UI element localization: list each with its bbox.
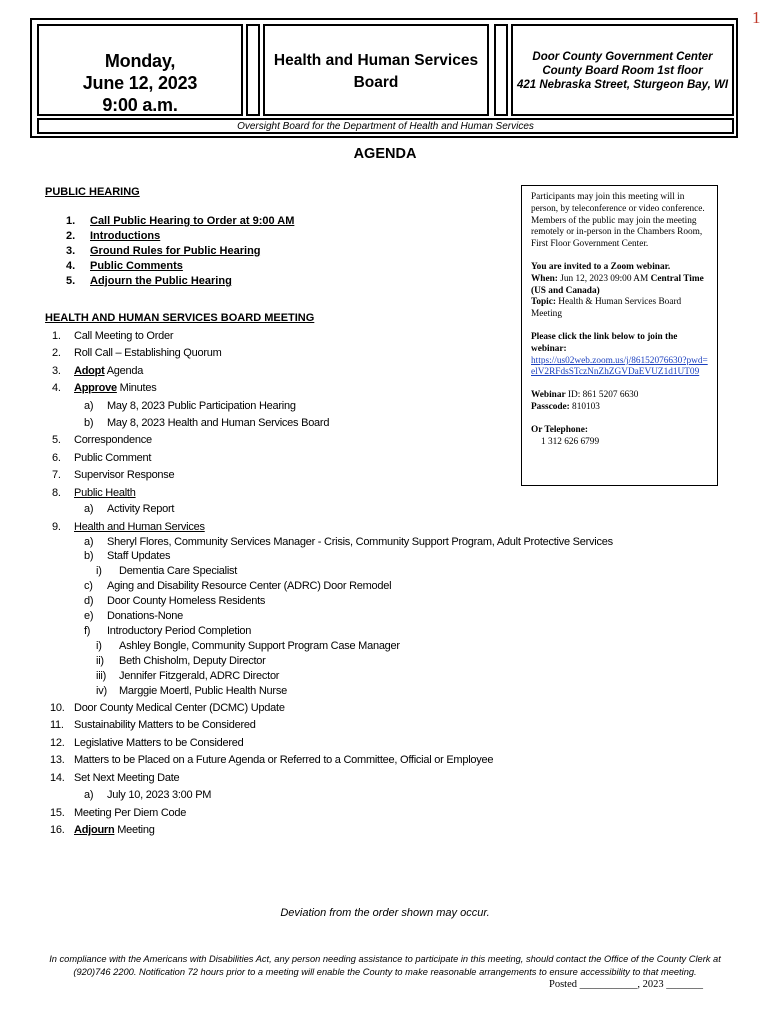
agenda-item [74,382,156,394]
agenda-item [74,365,143,377]
meeting-date-box [37,24,243,116]
agenda-item-number: 9. [52,521,61,533]
agenda-item [107,595,265,607]
page-number: 1 [752,8,761,27]
agenda-item [107,550,170,562]
agenda-item-number: a) [84,400,94,412]
agenda-item-number: 11. [50,719,64,731]
agenda-item-number: b) [84,550,94,562]
public-hearing-list [66,214,294,289]
board-title-box [263,24,489,116]
agenda-item [74,737,244,749]
agenda-item-number: 10. [50,702,65,714]
agenda-item-text: Door County Medical Center (DCMC) Update [74,702,285,714]
agenda-item-number: i) [96,565,102,577]
board-title-line2: Board [353,74,399,91]
agenda-item-text: Activity Report [107,503,175,515]
agenda-item-number: 6. [52,452,61,464]
agenda-item-text: Matters to be Placed on a Future Agenda or Referred to a Committee, Official or Employee [74,754,494,766]
agenda-item [74,772,179,784]
agenda-title: AGENDA [353,146,417,162]
agenda-item-number: 4. [52,382,61,394]
agenda-item-number: 3. [52,365,61,377]
agenda-item-number: 12. [50,737,65,749]
public-hearing-item [66,244,294,259]
link-prompt: Please click the link below to join the webinar: [531,331,678,354]
agenda-item [74,807,186,819]
telephone-number: 1 312 626 6799 [541,436,600,447]
agenda-item-text: Door County Homeless Residents [107,595,266,607]
agenda-item-text: Aging and Disability Resource Center (ADRC) Door Remodel [107,580,392,592]
agenda-item [74,452,151,464]
posted-line: Posted ___________, 2023 _______ [549,979,704,990]
agenda-item [74,434,152,446]
header-divider [494,24,508,116]
agenda-item-number: iii) [96,670,106,682]
board-title-line1: Health and Human Services [273,52,479,69]
agenda-item-text: Set Next Meeting Date [74,772,180,784]
item-number: 1. [66,215,76,227]
agenda-item-number: 14. [50,772,65,784]
meeting-access-info [521,185,718,486]
agenda-item-number: d) [84,595,94,607]
agenda-item-text: Staff Updates [107,550,171,562]
agenda-item-text: Beth Chisholm, Deputy Director [119,655,266,667]
passcode-label: Passcode: [531,401,570,412]
participation-text: Participants may join this meeting will in person, by teleconference or video conference. Members of the public may join the meeting remotely or in-person in the Chambers Room, First Floor Government Center. [531,192,705,250]
agenda-item [107,625,251,637]
agenda-item [74,754,493,766]
passcode-value: 810103 [569,401,600,412]
zoom-invite: You are invited to a Zoom webinar. [531,261,671,272]
agenda-action-word: Approve [74,382,117,394]
item-text: Public Comments [90,260,183,272]
zoom-link[interactable]: https://us02web.zoom.us/j/86152076630?pwd=elV2RFdsSTczNnZhZGVDaEVUZ1d1UT09 [531,355,708,378]
agenda-action-word: Adjourn [74,824,115,836]
agenda-item-text: Public Comment [74,452,152,464]
agenda-item [74,824,155,836]
topic-value: Health & Human Services Board Meeting [531,297,682,320]
agenda-item [74,521,205,533]
agenda-item [74,487,136,499]
item-text: Ground Rules for Public Hearing [90,245,261,257]
telephone-label: Or Telephone: [531,424,588,435]
when-value: Jun 12, 2023 09:00 AM [557,273,651,284]
agenda-item [107,400,296,412]
agenda-item-number: ii) [96,655,104,667]
agenda-item-text: Dementia Care Specialist [119,565,238,577]
public-hearing-item [66,259,294,274]
agenda-item-text: Call Meeting to Order [74,330,174,342]
agenda-item-number: 1. [52,330,61,342]
when-timezone: Central Time (US and Canada) [531,273,704,296]
board-meeting-heading: HEALTH AND HUMAN SERVICES BOARD MEETING [45,312,315,324]
agenda-item-number: e) [84,610,94,622]
agenda-item-number: a) [84,503,94,515]
agenda-item [119,685,287,697]
agenda-item [107,610,183,622]
meeting-date: June 12, 2023 [82,73,198,93]
agenda-item-text: Introductory Period Completion [107,625,252,637]
item-number: 3. [66,245,76,257]
agenda-item [119,640,400,652]
agenda-item-number: f) [84,625,91,637]
agenda-action-word: Adopt [74,365,105,377]
agenda-item-number: 2. [52,347,61,359]
topic-label: Topic: [531,297,556,308]
webinar-label: Webinar [531,390,566,401]
agenda-item-number: i) [96,640,102,652]
item-text: Adjourn the Public Hearing [90,275,232,287]
meeting-time: 9:00 a.m. [102,95,178,115]
agenda-item [107,536,613,548]
agenda-item [74,719,256,731]
agenda-item [74,347,222,359]
meeting-header [30,18,738,138]
agenda-item-text: Sustainability Matters to be Considered [74,719,256,731]
agenda-item-text: May 8, 2023 Health and Human Services Board [107,417,330,429]
agenda-item [74,469,174,481]
agenda-item-text: Correspondence [74,434,152,446]
item-number: 5. [66,275,76,287]
agenda-item-text: Legislative Matters to be Considered [74,737,244,749]
agenda-item-number: 16. [50,824,65,836]
agenda-item [107,580,391,592]
agenda-item-number: 8. [52,487,61,499]
agenda-item [107,417,329,429]
agenda-item-text: Meeting Per Diem Code [74,807,187,819]
agenda-section-title: Public Health [74,487,136,499]
agenda-section-title: Health and Human Services [74,521,205,533]
agenda-item [74,330,173,342]
agenda-item-number: a) [84,536,94,548]
agenda-item-text: Donations-None [107,610,183,622]
item-number: 2. [66,230,76,242]
agenda-item-text: Supervisor Response [74,469,175,481]
agenda-item-number: b) [84,417,94,429]
agenda-item-text: Sheryl Flores, Community Services Manager - Crisis, Community Support Program, Adult Protective Services [107,536,613,548]
agenda-item-number: a) [84,789,94,801]
public-hearing-heading: PUBLIC HEARING [45,186,140,198]
public-hearing-item [66,229,294,244]
location-line3: 421 Nebraska Street, Sturgeon Bay, WI [516,79,729,91]
public-hearing-item [66,274,294,289]
header-divider [246,24,260,116]
agenda-item-number: 13. [50,754,65,766]
agenda-item-text: July 10, 2023 3:00 PM [107,789,212,801]
agenda-item-text: May 8, 2023 Public Participation Hearing [107,400,296,412]
agenda-item-number: 7. [52,469,61,481]
agenda-item-number: 5. [52,434,61,446]
agenda-item-text: Marggie Moertl, Public Health Nurse [119,685,287,697]
location-box [511,24,734,116]
agenda-item-number: c) [84,580,93,592]
location-line2: County Board Room 1st floor [542,65,703,77]
agenda-item-number: iv) [96,685,107,697]
agenda-item [119,670,279,682]
agenda-item [119,565,237,577]
deviation-notice: Deviation from the order shown may occur. [280,907,490,919]
agenda-item-text: Agenda [104,365,144,377]
webinar-id: ID: 861 5207 6630 [565,390,639,401]
agenda-item [107,503,174,515]
agenda-item [119,655,266,667]
agenda-item-text: Ashley Bongle, Community Support Program Case Manager [119,640,400,652]
agenda-item-text: Minutes [116,382,157,394]
ada-notice: In compliance with the Americans with Disabilities Act, any person needing assistance to participate in this meeting, should contact the Office of the County Clerk at (920)746 2200. Notification 72 hours prior to a meeting will enable the County to make reasonable arrangements to ensure accessibility to that meeting. [49,954,721,977]
oversight-subtitle: Oversight Board for the Department of Health and Human Services [37,118,734,134]
item-text: Call Public Hearing to Order at 9:00 AM [90,215,295,227]
location-line1: Door County Government Center [532,51,713,63]
item-number: 4. [66,260,76,272]
agenda-item [107,789,211,801]
agenda-item [74,702,285,714]
item-text: Introductions [90,230,161,242]
agenda-item-text: Roll Call – Establishing Quorum [74,347,222,359]
public-hearing-item [66,214,294,229]
agenda-item-text: Jennifer Fitzgerald, ADRC Director [119,670,280,682]
when-label: When: [531,273,558,284]
agenda-item-number: 15. [50,807,65,819]
agenda-item-text: Meeting [114,824,155,836]
meeting-day: Monday, [104,51,176,71]
